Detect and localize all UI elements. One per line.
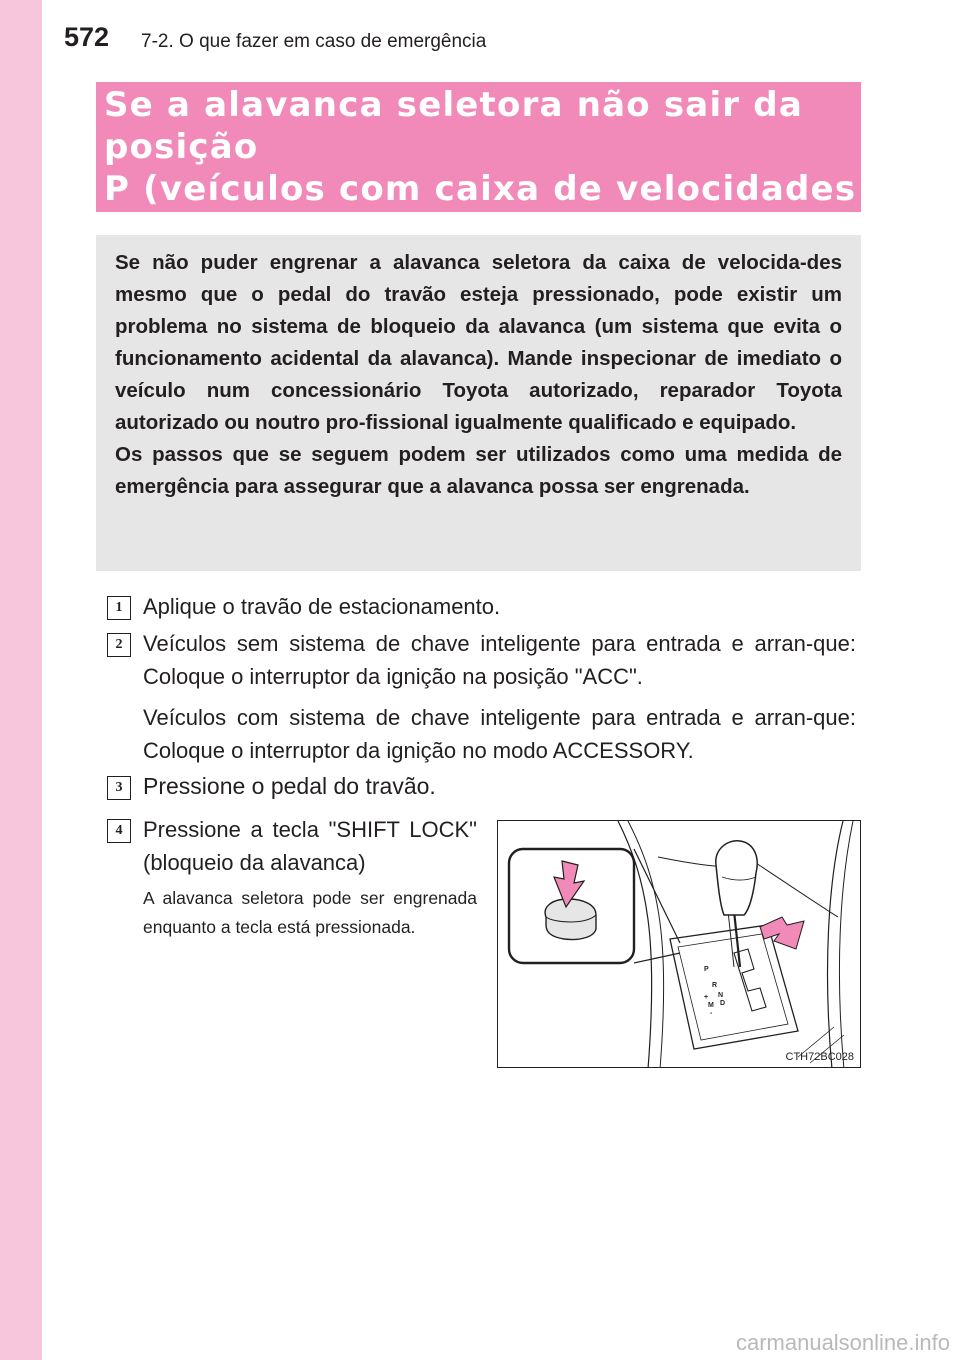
intro-paragraph-2: Os passos que se seguem podem ser utilizados como uma medida de emergência para assegurar que a alavanca possa ser engrenada. bbox=[115, 443, 842, 498]
gear-labels bbox=[704, 966, 725, 1017]
gear-label: M bbox=[708, 1002, 714, 1009]
step-2-text-alt: Veículos com sistema de chave inteligente para entrada e arran-que: Coloque o interruptor da ignição no modo ACCESSORY. bbox=[143, 705, 856, 763]
intro-paragraph-1: Se não puder engrenar a alavanca seletora da caixa de velocida-des mesmo que o pedal do travão esteja pressionado, pode existir um problema no sistema de bloqueio da alavanca (um sistema que evita o funcionamento acidental da alavanca). Mande inspecionar de imediato o veículo num concessionário Toyota autorizado, reparador Toyota autorizado ou noutro pro-fissional igualmente qualificado e equipado. bbox=[115, 251, 842, 434]
step-number-2: 2 bbox=[107, 633, 131, 657]
figure-code: CTH72BC028 bbox=[785, 1051, 854, 1063]
gear-label: N bbox=[718, 992, 724, 999]
gear-label: P bbox=[704, 966, 709, 973]
step-3-text: Pressione o pedal do travão. bbox=[143, 773, 436, 799]
intro-box bbox=[96, 235, 861, 571]
step-4-text: Pressione a tecla "SHIFT LOCK" (bloqueio da alavanca) bbox=[143, 817, 477, 875]
step-2-text: Veículos sem sistema de chave inteligente para entrada e arran-que: Coloque o interruptor da ignição na posição "ACC". bbox=[143, 631, 856, 689]
step-number-4: 4 bbox=[107, 819, 131, 843]
illustration-drawing bbox=[498, 821, 861, 1068]
page-number: 572 bbox=[64, 22, 110, 52]
side-strip bbox=[0, 0, 42, 1360]
section-title: Se a alavanca seletora não sair da posição P (veículos com caixa de velocidades bbox=[104, 85, 857, 209]
step-number-1: 1 bbox=[107, 596, 131, 620]
section-title-box bbox=[96, 82, 861, 212]
gear-label: R bbox=[712, 982, 718, 989]
step-number-3: 3 bbox=[107, 776, 131, 800]
step-1-text: Aplique o travão de estacionamento. bbox=[143, 594, 501, 619]
footer-watermark: carmanualsonline.info bbox=[735, 1330, 950, 1355]
gear-label: - bbox=[710, 1010, 713, 1017]
gear-label: D bbox=[720, 1000, 726, 1007]
gear-label: + bbox=[704, 994, 709, 1001]
shift-lock-illustration bbox=[497, 820, 861, 1068]
step-4-note: A alavanca seletora pode ser engrenada enquanto a tecla está pressionada. bbox=[143, 888, 477, 937]
section-path: 7-2. O que fazer em caso de emergência bbox=[141, 31, 487, 52]
